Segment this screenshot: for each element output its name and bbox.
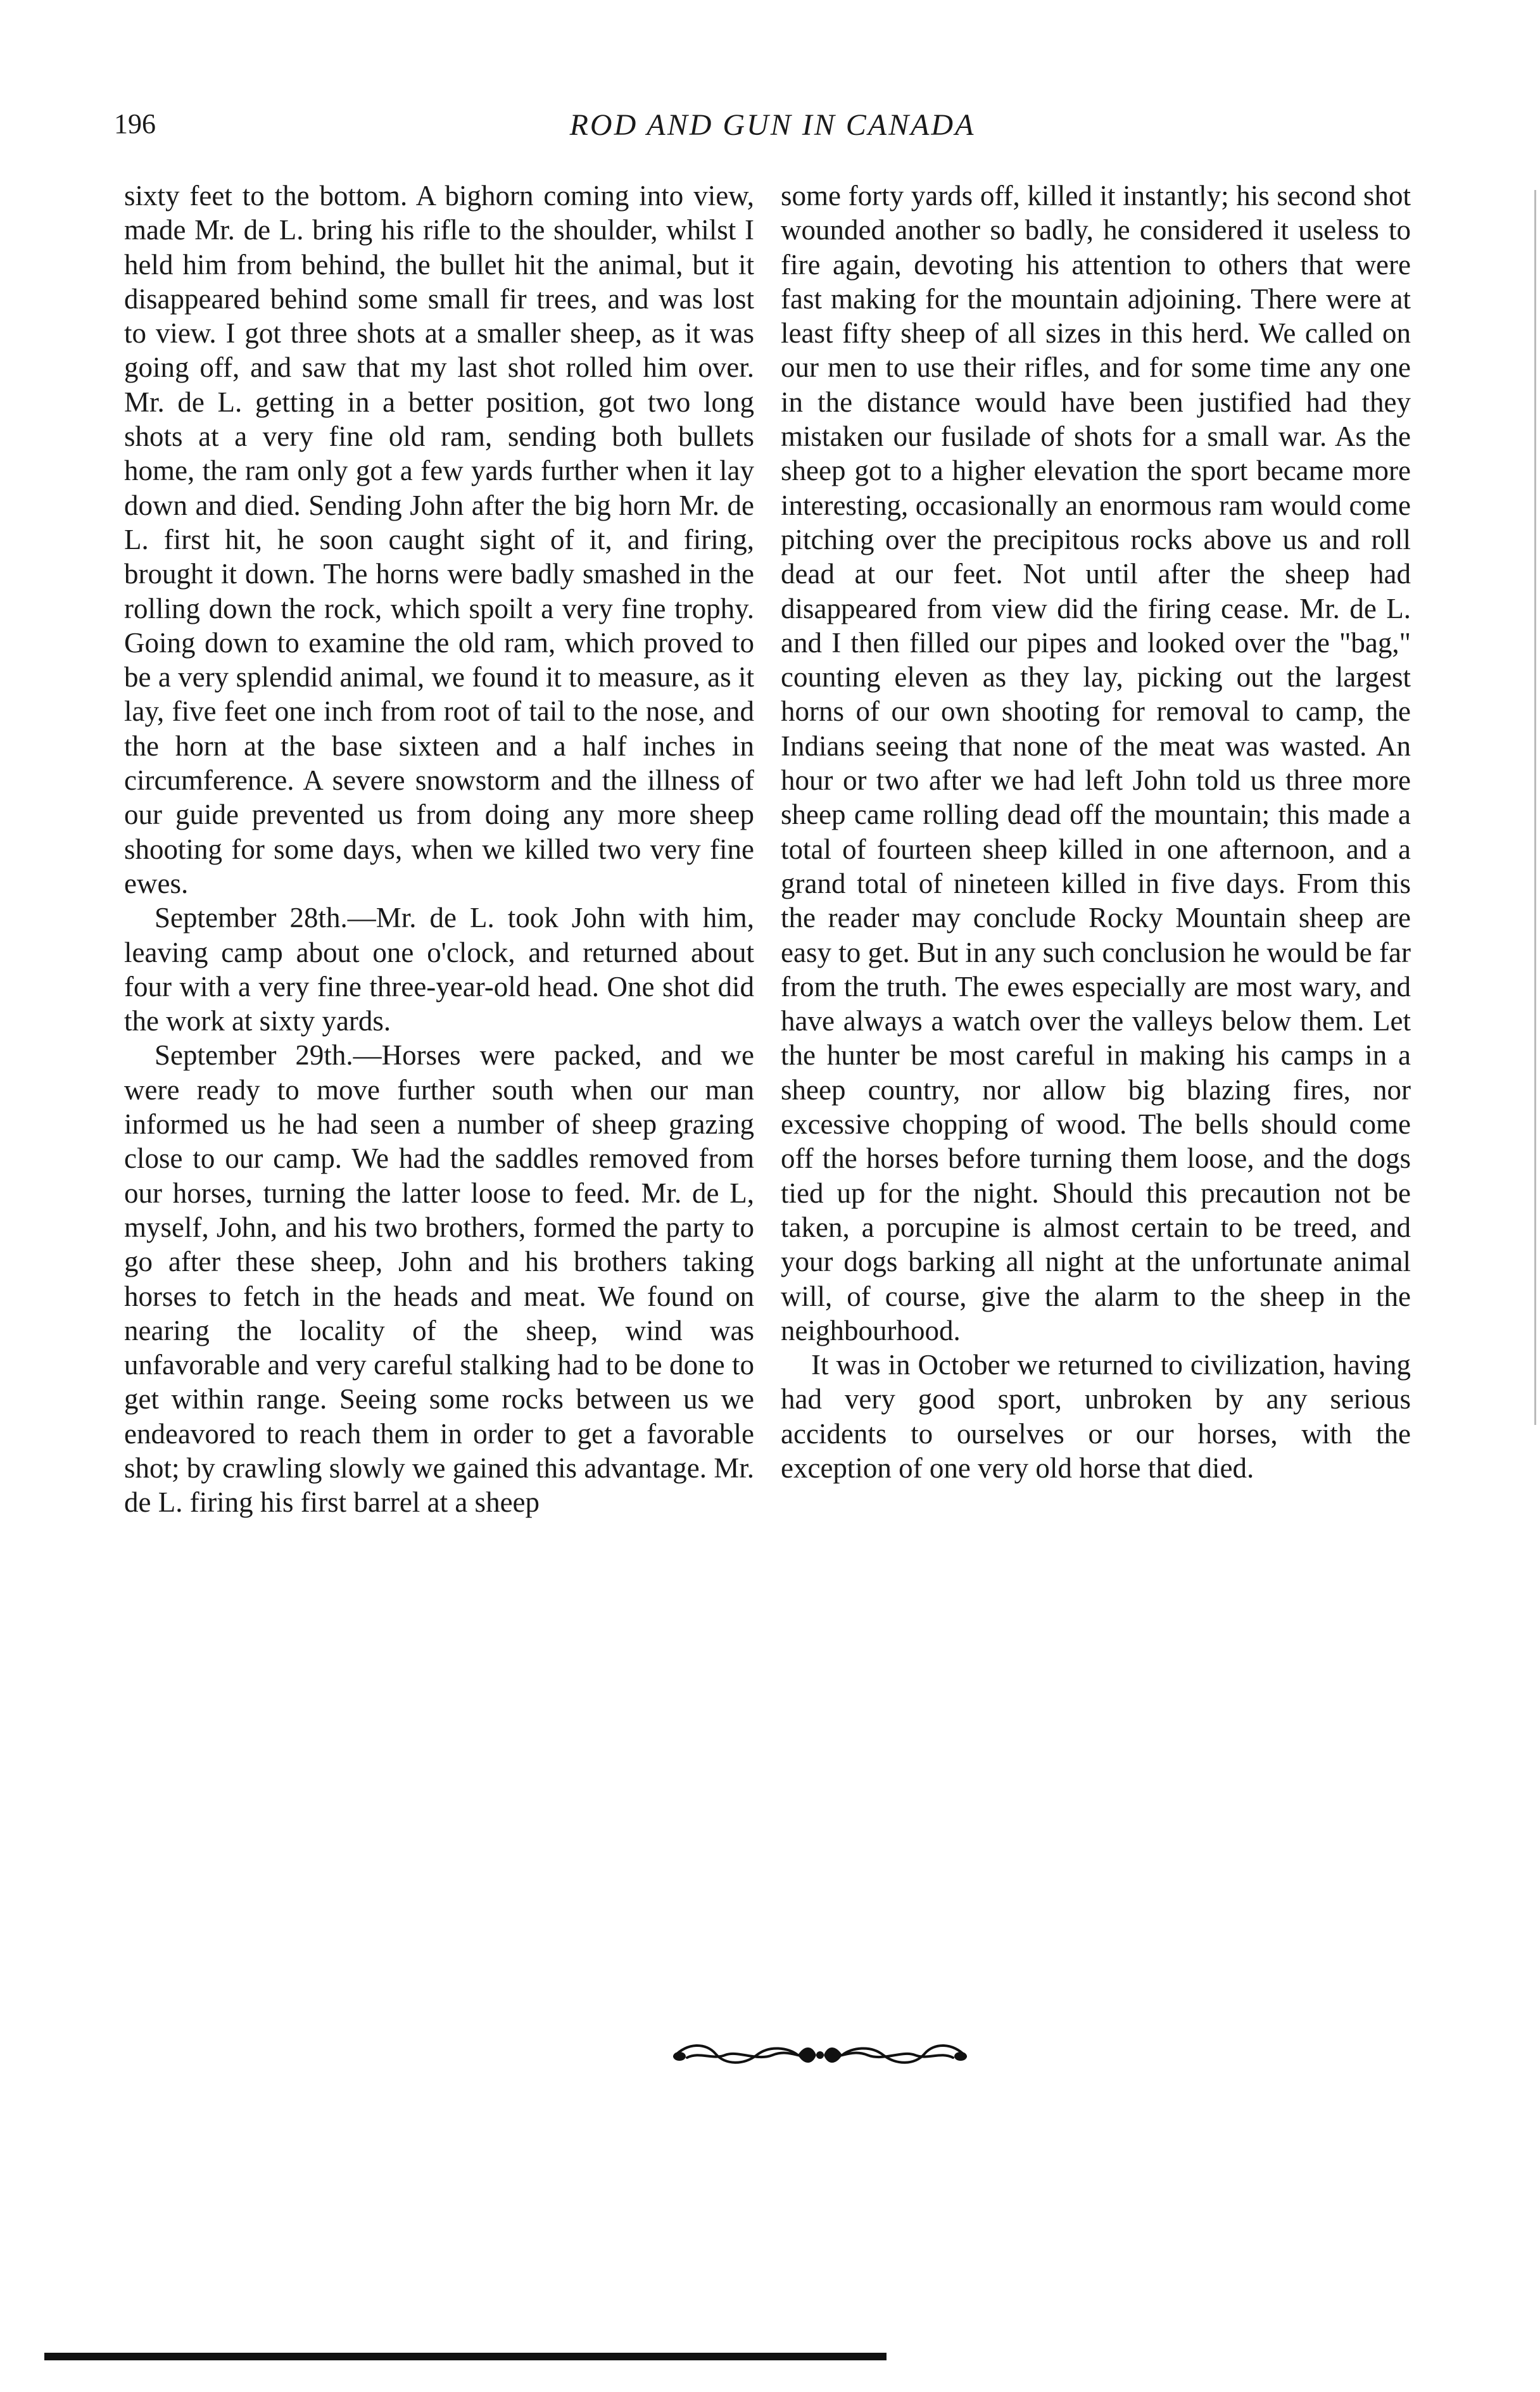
decorative-flourish-icon: [662, 2036, 978, 2074]
paragraph: some forty yards off, killed it instantly; his second shot wounded another so badly, he considered it useless to fire again, devoting his attention to others that were fast making for the mountain adjoining. There were at least fifty sheep of all sizes in this herd. We called on our men to use their rifles, and for some time any one in the distance would have been justified had they mistaken our fusilade of shots for a small war. As the sheep got to a higher elevation the sport became more interesting, occasionally an enormous ram would come pitching over the precipitous rocks above us and roll dead at our feet. Not until after the sheep had disappeared from view did the firing cease. Mr. de L. and I then filled our pipes and looked over the "bag," counting eleven as they lay, picking out the largest horns of our own shooting for removal to camp, the Indians seeing that none of the meat was wasted. An hour or two after we had left John told us three more sheep came rolling dead off the mountain; this made a total of fourteen sheep killed in one afternoon, and a grand total of nineteen killed in five days. From this the reader may conclude Rocky Mountain sheep are easy to get. But in any such conclusion he would be far from the truth. The ewes especially are most wary, and have always a watch over the valleys below them. Let the hunter be most careful in making his camps in a sheep country, nor allow big blazing fires, nor excessive chopping of wood. The bells should come off the horses before turning them loose, and the dogs tied up for the night. Should this precaution not be taken, a porcupine is almost certain to be treed, and your dogs barking all night at the unfortunate animal will, of course, give the alarm to the sheep in the neighbourhood.: [781, 180, 1411, 1346]
page-edge-mark: [1534, 190, 1536, 1425]
bottom-rule: [44, 2353, 887, 2360]
page-header: [114, 108, 1431, 152]
page-number: 196: [114, 108, 156, 139]
paragraph: September 29th.—Horses were packed, and we were ready to move further south when our man informed us he had seen a number of sheep grazing close to our camp. We had the saddles removed from our horses, turning the latter loose to feed. Mr. de L, myself, John, and his two brothers, formed the party to go after these sheep, John and his brothers taking horses to fetch in the heads and meat. We found on nearing the locality of the sheep, wind was unfavorable and very careful stalking had to be done to get within range. Seeing some rocks between us we endeavored to reach them in order to get a favorable shot; by crawling slowly we gained this advantage. Mr. de L. firing his first barrel at a sheep: [124, 1039, 754, 1519]
paragraph: September 28th.—Mr. de L. took John with him, leaving camp about one o'clock, and returned about four with a very fine three-year-old head. One shot did the work at sixty yards.: [124, 902, 754, 1037]
right-column: [781, 179, 1411, 1485]
left-column: [124, 179, 754, 1520]
paragraph: sixty feet to the bottom. A bighorn coming into view, made Mr. de L. bring his rifle to the shoulder, whilst I held him from behind, the bullet hit the animal, but it disappeared behind some small fir trees, and was lost to view. I got three shots at a smaller sheep, as it was going off, and saw that my last shot rolled him over. Mr. de L. getting in a better position, got two long shots at a very fine old ram, sending both bullets home, the ram only got a few yards further when it lay down and died. Sending John after the big horn Mr. de L. first hit, he soon caught sight of it, and firing, brought it down. The horns were badly smashed in the rolling down the rock, which spoilt a very fine trophy. Going down to examine the old ram, which proved to be a very splendid animal, we found it to measure, as it lay, five feet one inch from root of tail to the nose, and the horn at the base sixteen and a half inches in circumference. A severe snowstorm and the illness of our guide prevented us from doing any more sheep shooting for some days, when we killed two very fine ewes.: [124, 180, 754, 899]
paragraph: It was in October we returned to civilization, having had very good sport, unbroken by any serious accidents to ourselves or our horses, with the exception of one very old horse that died.: [781, 1349, 1411, 1484]
running-title: ROD AND GUN IN CANADA: [569, 108, 976, 142]
